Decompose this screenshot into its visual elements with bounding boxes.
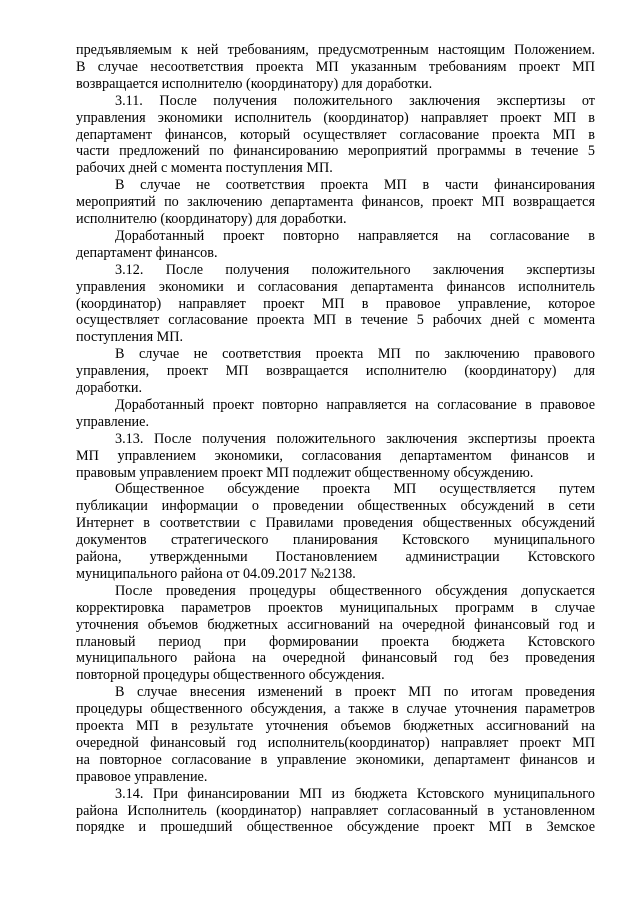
text-line: проекта МП в результате уточнения объемов бюджетных ассигнований на bbox=[76, 718, 595, 734]
text-line: Доработанный проект повторно направляется на согласование в bbox=[115, 227, 595, 244]
text-line: муниципального района от 04.09.2017 №2138. bbox=[76, 565, 356, 582]
text-line: доработки. bbox=[76, 380, 143, 396]
text-line: 3.13. После получения положительного заключения экспертизы проекта bbox=[115, 430, 595, 447]
text-line: Интернет в соответствии с Правилами проведения общественных обсуждений bbox=[76, 515, 595, 532]
text-line: плановый период при формировании проекта бюджета Кстовского bbox=[76, 633, 595, 650]
text-line: В случае не соответствия проекта МП по заключению правового bbox=[115, 346, 595, 363]
text-line: правовым управлением проект МП подлежит общественному обсуждению. bbox=[76, 464, 534, 481]
text-line: рабочих дней с момента поступления МП. bbox=[76, 160, 333, 177]
text-line: муниципального района на очередной финансовый год без проведения bbox=[76, 650, 595, 667]
text-line: управления, проект МП возвращается исполнителю (координатору) для bbox=[76, 363, 595, 380]
text-line: корректировка параметров проектов муниципальных программ в случае bbox=[76, 599, 595, 616]
text-line: процедуры общественного обсуждения, а также в случае уточнения параметров bbox=[76, 701, 595, 718]
text-line: исполнителю (координатору) для доработки. bbox=[76, 211, 347, 227]
text-line: уточнения объемов бюджетных ассигнований на очередной финансовый год и bbox=[76, 616, 595, 633]
text-line: 3.12. После получения положительного заключения экспертизы bbox=[115, 261, 595, 278]
text-line: Доработанный проект повторно направляется на согласование в правовое bbox=[115, 396, 595, 413]
text-line: департамент финансов, который осуществляет согласование проекта МП в bbox=[76, 126, 595, 143]
text-line: 3.14. При финансировании МП из бюджета Кстовского муниципального bbox=[115, 785, 595, 802]
text-line: возвращается исполнителю (координатору) для доработки. bbox=[76, 75, 433, 92]
text-line: управления экономики исполнитель (координатор) направляет проект МП в bbox=[76, 109, 595, 126]
text-line: порядке и прошедший общественное обсуждение проект МП в Земское bbox=[76, 819, 595, 836]
text-line: управление. bbox=[76, 413, 149, 430]
text-line: поступления МП. bbox=[76, 329, 184, 346]
text-line: публикации информации о проведении общественных обсуждений в сети bbox=[76, 498, 595, 515]
text-line: района, утвержденными Постановлением администрации Кстовского bbox=[76, 549, 595, 565]
text-line: департамент финансов. bbox=[76, 244, 218, 261]
text-line: (координатор) направляет проект МП в правовое управление, которое bbox=[76, 295, 595, 312]
text-line: района Исполнитель (координатор) направляет согласованный в установленном bbox=[76, 802, 595, 819]
text-line: 3.11. После получения положительного заключения экспертизы от bbox=[115, 92, 595, 109]
text-line: предъявляемым к ней требованиям, предусмотренным настоящим Положением. bbox=[76, 42, 595, 58]
text-line: МП управлением экономики, согласования департаментом финансов и bbox=[76, 447, 595, 464]
text-line: осуществляет согласование проекта МП в течение 5 рабочих дней с момента bbox=[76, 312, 595, 329]
text-line: Общественное обсуждение проекта МП осуществляется путем bbox=[115, 481, 595, 498]
text-line: очередной финансовый год исполнитель(координатор) направляет проект МП bbox=[76, 734, 595, 751]
text-line: В случае несоответствия проекта МП указанным требованиям проект МП bbox=[76, 58, 595, 75]
text-line: повторной процедуры общественного обсуждения. bbox=[76, 667, 385, 684]
text-line: После проведения процедуры общественного обсуждения допускается bbox=[115, 582, 595, 599]
text-line: управления экономики и согласования департамента финансов исполнитель bbox=[76, 278, 595, 295]
text-line: документов стратегического планирования Кстовского муниципального bbox=[76, 532, 595, 549]
text-line: В случае не соответствия проекта МП в части финансирования bbox=[115, 177, 595, 194]
text-line: правовое управление. bbox=[76, 768, 208, 785]
text-line: на повторное согласование в управление экономики, департамент финансов и bbox=[76, 751, 595, 768]
text-line: мероприятий по заключению департамента финансов, проект МП возвращается bbox=[76, 194, 595, 211]
text-line: части предложений по финансированию мероприятий программы в течение 5 bbox=[76, 143, 595, 160]
text-line: В случае внесения изменений в проект МП по итогам проведения bbox=[115, 684, 595, 701]
